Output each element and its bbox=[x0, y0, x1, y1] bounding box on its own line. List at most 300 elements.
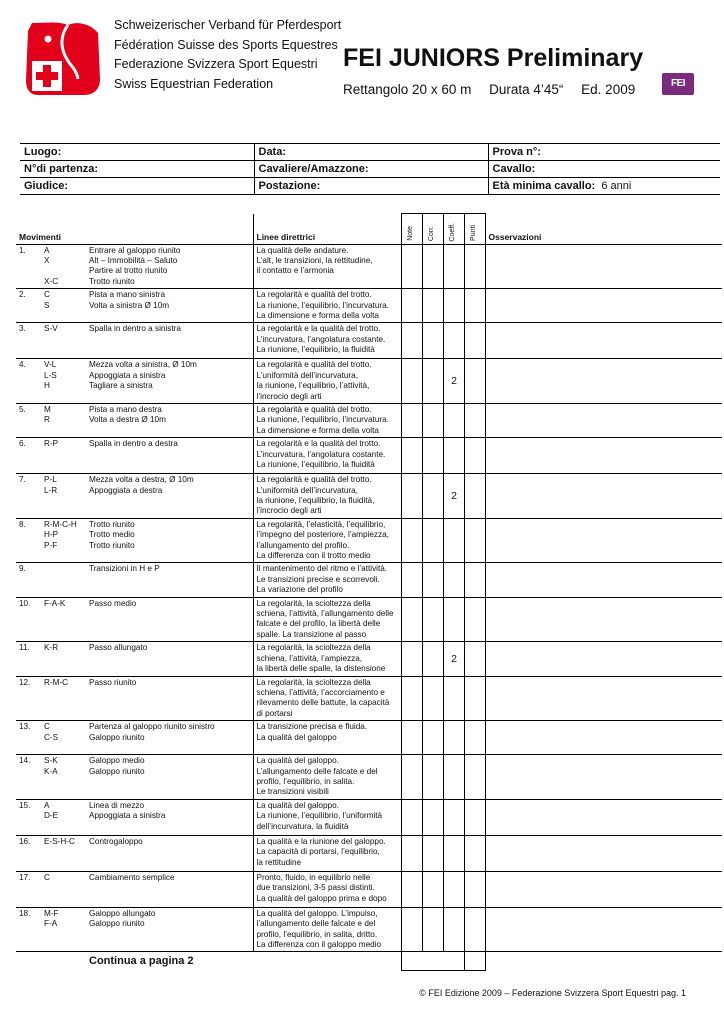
movement-number: 4. bbox=[16, 359, 41, 404]
directive-line: La qualità del galoppo. L’impulso, bbox=[256, 908, 378, 918]
directive-line: La qualità del galoppo bbox=[256, 732, 337, 742]
movement-letters bbox=[41, 474, 86, 519]
osservazioni-cell bbox=[485, 755, 722, 800]
punti-cell bbox=[464, 835, 485, 871]
movimenti-header bbox=[16, 214, 86, 245]
coeff-cell bbox=[443, 438, 464, 474]
directive-text bbox=[253, 642, 401, 676]
osservazioni-cell bbox=[485, 323, 722, 359]
osservazioni-cell bbox=[485, 438, 722, 474]
movement-number: 9. bbox=[16, 563, 41, 597]
movement-description bbox=[86, 518, 253, 563]
eta-label: Età minima cavallo: bbox=[492, 180, 596, 192]
letter-line: K-A bbox=[44, 766, 58, 776]
directive-line: La qualità del galoppo prima e dopo bbox=[256, 893, 387, 903]
coeff-cell bbox=[443, 323, 464, 359]
coeff-cell bbox=[443, 244, 464, 289]
punti-cell bbox=[464, 518, 485, 563]
movement-description bbox=[86, 755, 253, 800]
coeff-cell bbox=[443, 518, 464, 563]
movement-number: 2. bbox=[16, 289, 41, 323]
letter-line: X bbox=[44, 255, 50, 265]
cavallo-label: Cavallo: bbox=[488, 161, 720, 178]
letter-line: F-A-K bbox=[44, 598, 66, 608]
letter-line: A bbox=[44, 800, 50, 810]
directive-line: La regolarità e qualità del trotto. bbox=[256, 475, 372, 485]
directive-line: La transizione precisa e fluida. bbox=[256, 722, 368, 732]
directive-line: La regolarità, la scioltezza della bbox=[256, 598, 371, 608]
move-line: Alt – Immobilità – Saluto bbox=[89, 255, 178, 265]
letter-line: C-S bbox=[44, 732, 59, 742]
move-line: Entrare al galoppo riunito bbox=[89, 245, 181, 255]
note-cell bbox=[401, 474, 422, 519]
corr-cell bbox=[422, 244, 443, 289]
directive-line: schiena, l’attività, l’accorciamento e bbox=[256, 687, 385, 697]
osservazioni-cell bbox=[485, 244, 722, 289]
punti-cell bbox=[464, 799, 485, 835]
org-line-it: Federazione Svizzera Sport Equestri bbox=[114, 57, 318, 71]
note-cell bbox=[401, 799, 422, 835]
table-row bbox=[16, 438, 722, 474]
corr-cell bbox=[422, 323, 443, 359]
corr-label: Corr. bbox=[428, 225, 436, 242]
corr-cell bbox=[422, 721, 443, 755]
letter-line: C bbox=[44, 872, 50, 882]
directive-line: La riunione, l’equilibrio, l’uniformità bbox=[256, 811, 383, 821]
directive-text bbox=[253, 438, 401, 474]
punti-label: Punti bbox=[470, 225, 478, 242]
note-cell bbox=[401, 438, 422, 474]
letter-line: D-E bbox=[44, 811, 59, 821]
osservazioni-cell bbox=[485, 359, 722, 404]
directive-text bbox=[253, 474, 401, 519]
movement-letters bbox=[41, 359, 86, 404]
move-line: Volta a sinistra Ø 10m bbox=[89, 300, 170, 310]
osservazioni-cell bbox=[485, 403, 722, 437]
table-row bbox=[16, 474, 722, 519]
osservazioni-cell bbox=[485, 518, 722, 563]
movement-number: 3. bbox=[16, 323, 41, 359]
directive-line: spalle. La transizione al passo bbox=[256, 629, 367, 639]
movement-number: 13. bbox=[16, 721, 41, 755]
coeff-cell bbox=[443, 755, 464, 800]
osservazioni-cell bbox=[485, 871, 722, 907]
coeff-cell bbox=[443, 676, 464, 721]
movement-letters bbox=[41, 755, 86, 800]
movement-letters bbox=[41, 597, 86, 642]
movement-letters bbox=[41, 323, 86, 359]
directive-text bbox=[253, 799, 401, 835]
movement-letters bbox=[41, 799, 86, 835]
linee-header: Linee direttrici bbox=[253, 214, 401, 245]
corr-cell bbox=[422, 563, 443, 597]
letter-line: R-P bbox=[44, 439, 59, 449]
corr-cell bbox=[422, 403, 443, 437]
directive-line: Le transizioni visibili bbox=[256, 787, 329, 797]
directive-line: profilo, l’equilibrio, in salita. bbox=[256, 776, 355, 786]
coeff-cell bbox=[443, 289, 464, 323]
corr-header bbox=[422, 214, 443, 245]
movement-number: 18. bbox=[16, 907, 41, 952]
movement-description bbox=[86, 323, 253, 359]
coeff-cell bbox=[443, 597, 464, 642]
osservazioni-cell bbox=[485, 289, 722, 323]
move-line: Mezza volta a sinistra, Ø 10m bbox=[89, 360, 197, 370]
directive-line: La riunione, l’equilibrio, la fluidità bbox=[256, 345, 375, 355]
movement-description bbox=[86, 359, 253, 404]
corr-cell bbox=[422, 755, 443, 800]
directive-line: La dimensione e forma della volta bbox=[256, 310, 379, 320]
letter-line bbox=[44, 564, 84, 574]
osservazioni-cell bbox=[485, 474, 722, 519]
directive-text bbox=[253, 755, 401, 800]
letter-line: H-P bbox=[44, 530, 59, 540]
continua-text: Continua a pagina 2 bbox=[89, 955, 194, 968]
info-table bbox=[20, 143, 720, 195]
punti-cell bbox=[464, 244, 485, 289]
directive-line: l’allungamento delle falcate e del bbox=[256, 919, 376, 929]
move-line: Trotto riunito bbox=[89, 519, 135, 529]
move-line: Galoppo allungato bbox=[89, 908, 156, 918]
directive-text bbox=[253, 721, 401, 755]
move-line: Galoppo riunito bbox=[89, 919, 145, 929]
letter-line: F-A bbox=[44, 919, 58, 929]
directive-line: La riunione, l’equilibrio, l’incurvatura. bbox=[256, 300, 389, 310]
movement-number: 6. bbox=[16, 438, 41, 474]
directive-line: schiena, l’attività, l’ampiezza, bbox=[256, 653, 363, 663]
punti-cell bbox=[464, 403, 485, 437]
directive-line: l’incrocio degli arti bbox=[256, 506, 322, 516]
directive-line: La differenza con il trotto medio bbox=[256, 551, 371, 561]
movement-number: 17. bbox=[16, 871, 41, 907]
punti-cell bbox=[464, 438, 485, 474]
directive-text bbox=[253, 563, 401, 597]
punti-cell bbox=[464, 474, 485, 519]
note-cell bbox=[401, 244, 422, 289]
note-cell bbox=[401, 676, 422, 721]
directive-line: La qualità e la riunione del galoppo. bbox=[256, 836, 386, 846]
directive-line: Il mantenimento del ritmo e l’attività. bbox=[256, 564, 388, 574]
table-row bbox=[16, 323, 722, 359]
movement-description bbox=[86, 676, 253, 721]
move-line: Partire al trotto riunito bbox=[89, 266, 168, 276]
movement-letters bbox=[41, 871, 86, 907]
movement-letters bbox=[41, 676, 86, 721]
movement-number: 8. bbox=[16, 518, 41, 563]
directive-line: L’incurvatura, l’angolatura costante. bbox=[256, 334, 386, 344]
movement-description bbox=[86, 721, 253, 755]
directive-line: La dimensione e forma della volta bbox=[256, 425, 379, 435]
movement-letters bbox=[41, 438, 86, 474]
corr-cell bbox=[422, 799, 443, 835]
move-line: Galoppo medio bbox=[89, 756, 145, 766]
swiss-federation-logo bbox=[24, 19, 102, 97]
directive-line: La capacità di portarsi, l’equilibrio, bbox=[256, 847, 380, 857]
table-row bbox=[16, 642, 722, 676]
moves-header bbox=[86, 214, 253, 245]
punti-cell bbox=[464, 597, 485, 642]
corr-cell bbox=[422, 438, 443, 474]
cavaliere-label: Cavaliere/Amazzone: bbox=[254, 161, 488, 178]
letter-line: M bbox=[44, 404, 51, 414]
table-row bbox=[16, 755, 722, 800]
move-line: Trotto medio bbox=[89, 530, 135, 540]
directive-text bbox=[253, 323, 401, 359]
osservazioni-cell bbox=[485, 799, 722, 835]
move-line: Mezza volta a destra, Ø 10m bbox=[89, 475, 194, 485]
note-cell bbox=[401, 871, 422, 907]
punti-cell bbox=[464, 721, 485, 755]
partenza-label: N°di partenza: bbox=[20, 161, 254, 178]
movimenti-label: Movimenti bbox=[19, 232, 62, 243]
table-row bbox=[16, 563, 722, 597]
table-row bbox=[16, 871, 722, 907]
corr-cell bbox=[422, 597, 443, 642]
punti-cell bbox=[464, 359, 485, 404]
note-cell bbox=[401, 359, 422, 404]
total-punti-box bbox=[464, 952, 485, 971]
move-line: Linea di mezzo bbox=[89, 800, 145, 810]
note-cell bbox=[401, 597, 422, 642]
movements-table bbox=[16, 213, 722, 971]
organization-names bbox=[114, 16, 341, 94]
luogo-label: Luogo: bbox=[20, 144, 254, 161]
coeff-label: Coeff. bbox=[449, 222, 457, 242]
note-cell bbox=[401, 518, 422, 563]
directive-line: due transizioni, 3-5 passi distinti. bbox=[256, 883, 375, 893]
move-line: Appoggiata a destra bbox=[89, 485, 163, 495]
move-line: Cambiamento semplice bbox=[89, 872, 175, 882]
eta-value: 6 anni bbox=[601, 180, 632, 192]
movement-number: 7. bbox=[16, 474, 41, 519]
letter-line: R-M-C bbox=[44, 677, 69, 687]
eta-minima bbox=[488, 178, 720, 195]
directive-line: La regolarità, l’elasticità, l’equilibrio, bbox=[256, 519, 386, 529]
movement-description bbox=[86, 871, 253, 907]
giudice-label: Giudice: bbox=[20, 178, 254, 195]
org-line-fr: Fédération Suisse des Sports Equestres bbox=[114, 37, 338, 52]
movement-number: 5. bbox=[16, 403, 41, 437]
osservazioni-cell bbox=[485, 676, 722, 721]
movement-number: 14. bbox=[16, 755, 41, 800]
movement-letters bbox=[41, 907, 86, 952]
movement-description bbox=[86, 438, 253, 474]
coeff-cell bbox=[443, 835, 464, 871]
movement-number: 16. bbox=[16, 835, 41, 871]
movement-number: 1. bbox=[16, 244, 41, 289]
table-row bbox=[16, 289, 722, 323]
osservazioni-cell bbox=[485, 563, 722, 597]
coeff-cell bbox=[443, 799, 464, 835]
org-line-en: Swiss Equestrian Federation bbox=[114, 76, 274, 91]
letter-line: H bbox=[44, 381, 50, 391]
directive-line: schiena, l’attività, l’allungamento delle bbox=[256, 609, 394, 619]
movement-letters bbox=[41, 563, 86, 597]
note-cell bbox=[401, 323, 422, 359]
test-title: FEI JUNIORS Preliminary bbox=[343, 44, 644, 72]
table-row bbox=[16, 835, 722, 871]
footer: © FEI Edizione 2009 – Federazione Svizzera Sport Equestri pag. 1 bbox=[419, 988, 686, 998]
punti-cell bbox=[464, 871, 485, 907]
directive-line: la riunione, l’equilibrio, l’attività, bbox=[256, 381, 370, 391]
letter-line: C bbox=[44, 722, 50, 732]
letter-line: A bbox=[44, 245, 50, 255]
directive-line: la rettitudine bbox=[256, 857, 302, 867]
directive-line: La regolarità e qualità del trotto. bbox=[256, 290, 372, 300]
letter-line bbox=[44, 266, 84, 276]
directive-text bbox=[253, 359, 401, 404]
table-row bbox=[16, 721, 722, 755]
movement-letters bbox=[41, 403, 86, 437]
movement-description bbox=[86, 289, 253, 323]
table-row bbox=[16, 403, 722, 437]
letter-line: S-K bbox=[44, 756, 58, 766]
letter-line: V-L bbox=[44, 360, 57, 370]
move-line: Pista a mano sinistra bbox=[89, 290, 165, 300]
coeff-cell: 2 bbox=[443, 359, 464, 404]
total-box bbox=[401, 952, 464, 971]
movement-letters bbox=[41, 721, 86, 755]
coeff-cell: 2 bbox=[443, 474, 464, 519]
move-line: Appoggiata a sinistra bbox=[89, 811, 166, 821]
punti-cell bbox=[464, 755, 485, 800]
fei-logo: FEI bbox=[662, 73, 694, 95]
prova-label: Prova n°: bbox=[488, 144, 720, 161]
directive-text bbox=[253, 403, 401, 437]
note-cell bbox=[401, 835, 422, 871]
data-label: Data: bbox=[254, 144, 488, 161]
move-line: Partenza al galoppo riunito sinistro bbox=[89, 722, 215, 732]
directive-line: il contatto e l’armonia bbox=[256, 266, 334, 276]
move-line: Passo riunito bbox=[89, 677, 137, 687]
note-cell bbox=[401, 721, 422, 755]
movement-description bbox=[86, 403, 253, 437]
punti-cell bbox=[464, 907, 485, 952]
directive-text bbox=[253, 871, 401, 907]
directive-line: L’incurvatura, l’angolatura costante. bbox=[256, 449, 386, 459]
corr-cell bbox=[422, 871, 443, 907]
directive-line: profilo, l’equilibrio, in salita, dritto. bbox=[256, 929, 378, 939]
directive-line: La riunione, l’equilibrio, la fluidità bbox=[256, 460, 375, 469]
move-line: Trotto riunito bbox=[89, 540, 135, 550]
move-line: Pista a mano destra bbox=[89, 404, 162, 414]
move-line: Galoppo riunito bbox=[89, 732, 145, 742]
directive-line: L’uniformità dell’incurvatura, bbox=[256, 370, 358, 380]
movement-letters bbox=[41, 244, 86, 289]
corr-cell bbox=[422, 474, 443, 519]
movement-number: 12. bbox=[16, 676, 41, 721]
directive-line: Le transizioni precise e scorrevoli. bbox=[256, 574, 380, 584]
test-duration: Durata 4’45“ bbox=[489, 82, 564, 97]
movement-description bbox=[86, 597, 253, 642]
punti-cell bbox=[464, 642, 485, 676]
coeff-cell bbox=[443, 871, 464, 907]
directive-line: La regolarità e qualità del trotto. bbox=[256, 404, 372, 414]
table-header bbox=[16, 214, 722, 245]
coeff-cell bbox=[443, 907, 464, 952]
movement-number: 10. bbox=[16, 597, 41, 642]
note-cell bbox=[401, 642, 422, 676]
movement-description bbox=[86, 474, 253, 519]
move-line: Trotto riunito bbox=[89, 276, 135, 286]
punti-header bbox=[464, 214, 485, 245]
osservazioni-cell bbox=[485, 907, 722, 952]
osservazioni-cell bbox=[485, 835, 722, 871]
directive-line: La riunione, l’equilibrio, l’incurvatura. bbox=[256, 415, 389, 425]
directive-text bbox=[253, 597, 401, 642]
coeff-cell bbox=[443, 563, 464, 597]
corr-cell bbox=[422, 518, 443, 563]
corr-cell bbox=[422, 642, 443, 676]
move-line: Passo medio bbox=[89, 598, 137, 608]
edition: Ed. 2009 bbox=[581, 82, 636, 97]
letter-line: P-F bbox=[44, 540, 58, 550]
directive-line: Pronto, fluido, in equilibrio nelle bbox=[256, 872, 371, 882]
note-cell bbox=[401, 403, 422, 437]
letter-line: S-V bbox=[44, 324, 58, 334]
movement-description bbox=[86, 799, 253, 835]
punti-cell bbox=[464, 676, 485, 721]
letter-line: M-F bbox=[44, 908, 59, 918]
move-line: Spalla in dentro a sinistra bbox=[89, 324, 181, 334]
punti-cell bbox=[464, 323, 485, 359]
directive-line: La regolarità e qualità del trotto. bbox=[256, 360, 372, 370]
directive-line: La qualità del galoppo. bbox=[256, 756, 339, 766]
letter-line: X-C bbox=[44, 276, 59, 286]
punti-cell bbox=[464, 563, 485, 597]
table-row bbox=[16, 518, 722, 563]
table-row bbox=[16, 907, 722, 952]
directive-line: l’incrocio degli arti bbox=[256, 391, 322, 401]
osservazioni-header: Osservazioni bbox=[485, 214, 722, 245]
letter-line: L-R bbox=[44, 485, 58, 495]
coeff-cell bbox=[443, 721, 464, 755]
move-line: Volta a destra Ø 10m bbox=[89, 415, 166, 425]
osservazioni-cell bbox=[485, 597, 722, 642]
directive-line: L’uniformità dell’incurvatura, bbox=[256, 485, 358, 495]
corr-cell bbox=[422, 289, 443, 323]
note-cell bbox=[401, 563, 422, 597]
directive-text bbox=[253, 289, 401, 323]
directive-line: dell’incurvatura, la fluidità bbox=[256, 821, 349, 831]
table-row bbox=[16, 597, 722, 642]
letter-line: R-M-C-H bbox=[44, 519, 77, 529]
directive-line: La regolarità e la qualità del trotto. bbox=[256, 439, 381, 449]
org-line-de: Schweizerischer Verband für Pferdesport bbox=[114, 18, 342, 32]
directive-text bbox=[253, 518, 401, 563]
letter-line: L-S bbox=[44, 370, 57, 380]
movement-description bbox=[86, 907, 253, 952]
punti-cell bbox=[464, 289, 485, 323]
directive-line: L’alt, le transizioni, la rettitudine, bbox=[256, 255, 373, 265]
move-line: Appoggiata a sinistra bbox=[89, 370, 166, 380]
table-row bbox=[16, 676, 722, 721]
directive-line: falcate e del profilo, la libertà delle bbox=[256, 619, 381, 629]
directive-line: La regolarità e la qualità del trotto. bbox=[256, 324, 381, 334]
continua-row bbox=[16, 952, 722, 971]
move-line: Tagliare a sinistra bbox=[89, 381, 153, 391]
postazione-label: Postazione: bbox=[254, 178, 488, 195]
table-row bbox=[16, 799, 722, 835]
movement-description bbox=[86, 244, 253, 289]
move-line: Transizioni in H e P bbox=[89, 564, 160, 574]
move-line: Passo allungato bbox=[89, 643, 148, 653]
directive-line: La regolarità, la scioltezza della bbox=[256, 643, 371, 653]
letter-line: K-R bbox=[44, 643, 59, 653]
arena-size: Rettangolo 20 x 60 m bbox=[343, 82, 472, 97]
directive-line: L’allungamento delle falcate e del bbox=[256, 766, 378, 776]
directive-text bbox=[253, 676, 401, 721]
